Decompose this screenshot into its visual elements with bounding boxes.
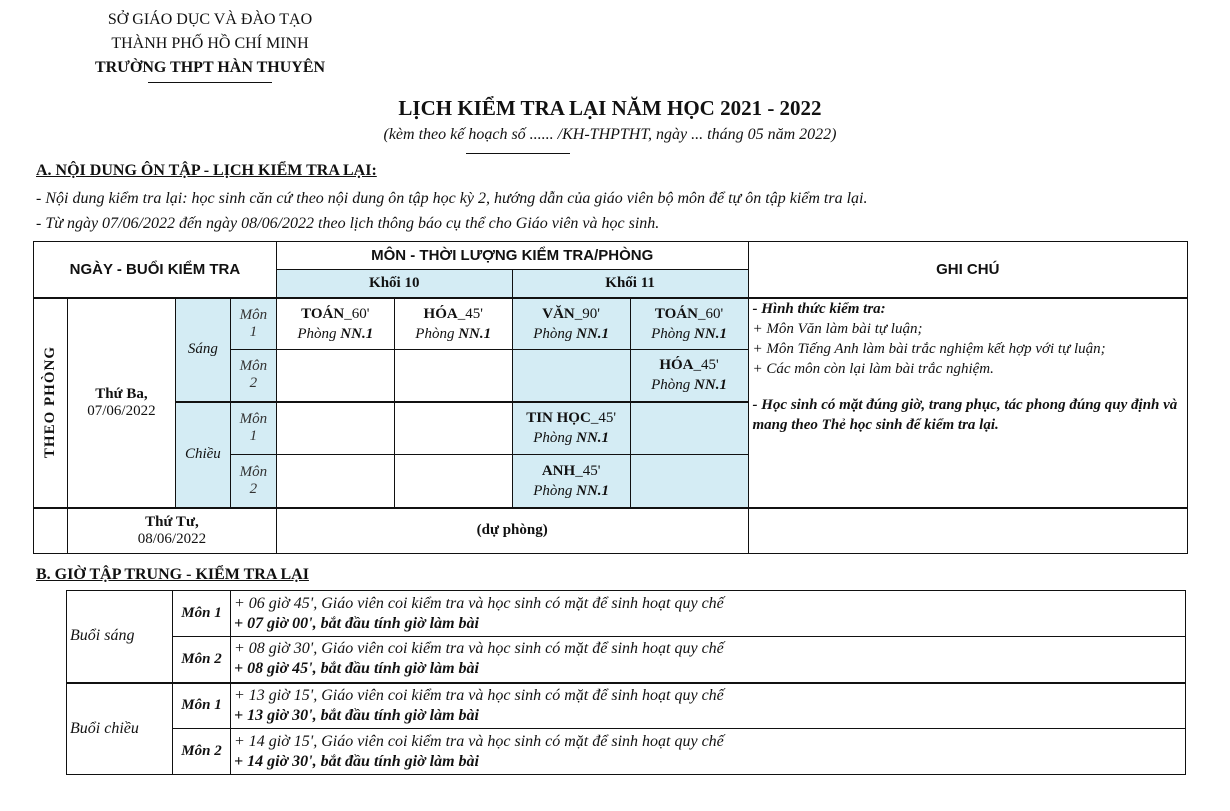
note-2: + Môn Văn làm bài tự luận; [752,320,923,337]
header-note: GHI CHÚ [748,242,1188,298]
school-name: TRƯỜNG THPT HÀN THUYÊN [94,59,326,76]
chieu-mon1: Môn 1 [230,402,276,455]
note-1: - Hình thức kiểm tra: [752,300,886,317]
empty-cell [630,402,748,455]
buoi-sang: Buổi sáng [67,591,173,683]
day2-date: 08/06/2022 [137,530,207,547]
b-chieu-mon1: Môn 1 [173,683,231,729]
schedule-table [33,241,1188,554]
empty-cell [394,455,512,508]
b-row-4: + 14 giờ 15', Giáo viên coi kiểm tra và học sinh có mặt để sinh hoạt quy chế + 14 giờ 30', bắt đầu tính giờ làm bài [231,729,1186,775]
b-row-2: + 08 giờ 30', Giáo viên coi kiểm tra và học sinh có mặt để sinh hoạt quy chế + 08 giờ 45', bắt đầu tính giờ làm bài [231,637,1186,683]
section-a-line2: - Từ ngày 07/06/2022 đến ngày 08/06/2022 theo lịch thông báo cụ thể cho Giáo viên và học sinh. [36,215,660,232]
empty-cell [394,350,512,402]
b-row-3: + 13 giờ 15', Giáo viên coi kiểm tra và học sinh có mặt để sinh hoạt quy chế + 13 giờ 30', bắt đầu tính giờ làm bài [231,683,1186,729]
session-chieu: Chiều [175,402,230,508]
page-title: LỊCH KIỂM TRA LẠI NĂM HỌC 2021 - 2022 [398,96,822,120]
page-subtitle: (kèm theo kế hoạch số ...... /KH-THPTHT, ngày ... tháng 05 năm 2022) [383,126,837,143]
b-sang-mon1: Môn 1 [173,591,231,637]
empty-cell [276,402,394,455]
cell-tin11: TIN HỌC_45' Phòng NN.1 [512,402,630,455]
empty-cell [630,455,748,508]
theo-phong-cont [34,508,68,554]
empty-cell [276,455,394,508]
chieu-mon2: Môn 2 [230,455,276,508]
section-a-heading: A. NỘI DUNG ÔN TẬP - LỊCH KIỂM TRA LẠI: [36,162,377,179]
empty-cell [394,402,512,455]
sang-mon2: Môn 2 [230,350,276,402]
header-khoi-11: Khối 11 [512,270,748,298]
day1-name: Thứ Ba, [95,385,148,402]
buoi-chieu: Buổi chiều [67,683,173,775]
note-3: + Môn Tiếng Anh làm bài trắc nghiệm kết hợp với tự luận; [752,340,1106,357]
day2-cell [67,508,276,554]
note-4: + Các môn còn lại làm bài trắc nghiệm. [752,360,994,377]
day2-note-cell [748,508,1188,554]
notes-cell [748,298,1188,508]
b-chieu-mon2: Môn 2 [173,729,231,775]
day1-cell [67,298,175,508]
du-phong-cell: (dự phòng) [276,508,748,554]
cell-hoa10: HÓA_45' Phòng NN.1 [394,298,512,350]
cell-toan11: TOÁN_60' Phòng NN.1 [630,298,748,350]
cell-toan10: TOÁN_60' Phòng NN.1 [276,298,394,350]
day2-name: Thứ Tư, [145,513,199,530]
city-name: THÀNH PHỐ HỒ CHÍ MINH [111,35,309,52]
session-sang: Sáng [175,298,230,402]
theo-phong-cell [34,298,68,508]
day1-date: 07/06/2022 [87,402,156,419]
dept-name: SỞ GIÁO DỤC VÀ ĐÀO TẠO [107,11,313,28]
header-subjects: MÔN - THỜI LƯỢNG KIỂM TRA/PHÒNG [276,242,748,270]
b-row-1: + 06 giờ 45', Giáo viên coi kiểm tra và học sinh có mặt để sinh hoạt quy chế + 07 giờ 00', bắt đầu tính giờ làm bài [231,591,1186,637]
b-sang-mon2: Môn 2 [173,637,231,683]
subtitle-rule [466,153,570,154]
letterhead [40,8,380,83]
letterhead-rule [148,82,272,83]
section-a-line1: - Nội dung kiểm tra lại: học sinh căn cứ theo nội dung ôn tập học kỳ 2, hướng dẫn của giáo viên bộ môn để tự ôn tập kiểm tra lại. [36,190,868,207]
sang-mon1: Môn 1 [230,298,276,350]
assembly-time-table [66,590,1186,775]
cell-anh11: ANH_45' Phòng NN.1 [512,455,630,508]
cell-hoa11: HÓA_45' Phòng NN.1 [630,350,748,402]
empty-cell [276,350,394,402]
empty-cell [512,350,630,402]
note-5: - Học sinh có mặt đúng giờ, trang phục, tác phong đúng quy định và mang theo Thẻ học sinh để kiểm tra lại. [752,396,1178,433]
section-b-heading: B. GIỜ TẬP TRUNG - KIỂM TRA LẠI [36,566,309,583]
theo-phong-label: THEO PHÒNG [41,346,58,459]
header-khoi-10: Khối 10 [276,270,512,298]
cell-van11: VĂN_90' Phòng NN.1 [512,298,630,350]
header-date-session: NGÀY - BUỔI KIỂM TRA [34,242,277,298]
